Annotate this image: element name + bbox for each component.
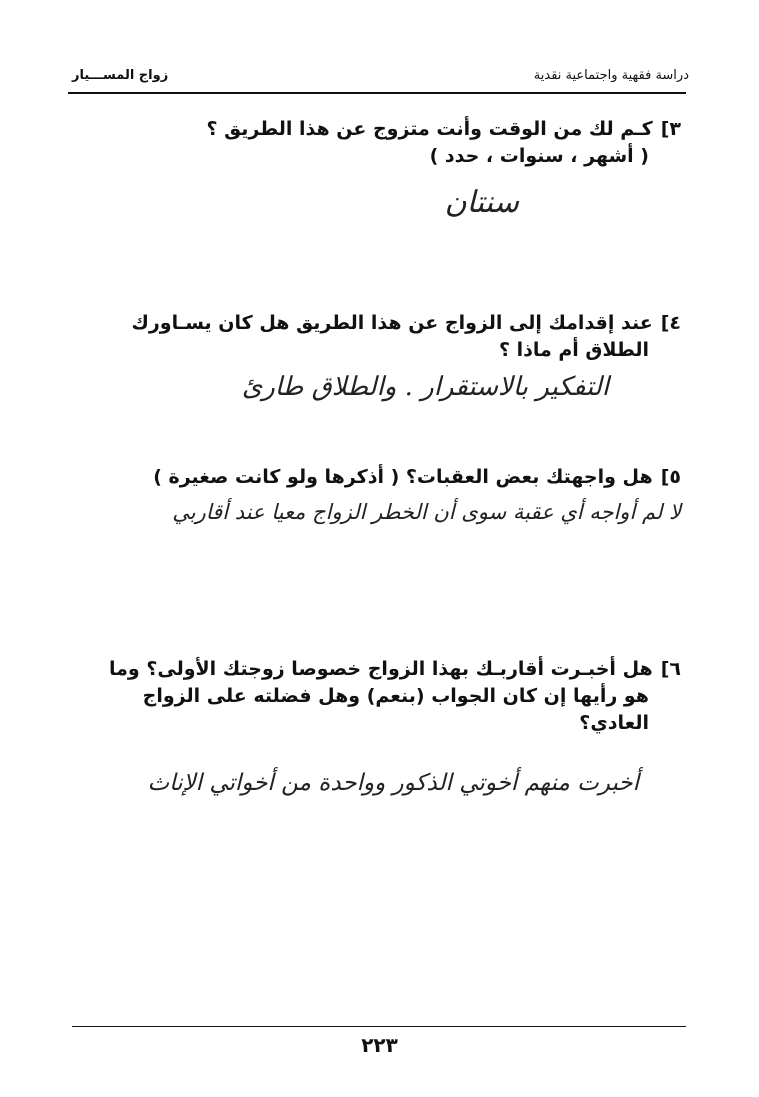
question-5-handwritten-answer: لا لم أواجه أي عقبة سوى أن الخطر الزواج معيا عند أقاربي bbox=[172, 500, 681, 524]
question-3-number: ٣] bbox=[660, 118, 681, 140]
question-4-handwritten-answer: التفكير بالاستقرار . والطلاق طارئ bbox=[241, 372, 609, 402]
question-6-number: ٦] bbox=[660, 658, 681, 680]
question-3-line-1: ٣]كـم لك من الوقت وأنت متزوج عن هذا الطريق ؟ bbox=[121, 116, 681, 143]
question-6-line-1: ٦]هل أخبـرت أقاربـك بهذا الزواج خصوصا زوجتك الأولى؟ وما bbox=[91, 656, 681, 683]
question-3 bbox=[121, 116, 681, 170]
question-6 bbox=[91, 656, 681, 737]
question-5-line-1: ٥]هل واجهتك بعض العقبات؟ ( أذكرها ولو كانت صغيرة ) bbox=[121, 464, 681, 491]
question-5-number: ٥] bbox=[660, 466, 681, 488]
header-divider bbox=[68, 92, 686, 94]
question-4-number: ٤] bbox=[660, 312, 681, 334]
book-subtitle: دراسة فقهية واجتماعية نقدية bbox=[533, 68, 689, 83]
book-title: زواج المســـيار bbox=[72, 68, 169, 83]
question-3-handwritten-answer: سنتان bbox=[444, 185, 519, 220]
question-6-handwritten-answer: أخبرت منهم أخوتي الذكور وواحدة من أخواتي الإناث bbox=[147, 770, 639, 796]
question-4-line-1: ٤]عند إقدامك إلى الزواج عن هذا الطريق هل كان يسـاورك bbox=[121, 310, 681, 337]
footer-divider bbox=[72, 1026, 686, 1027]
question-6-line-2: هو رأيها إن كان الجواب (بنعم) وهل فضلته على الزواج العادي؟ bbox=[142, 685, 649, 734]
page-number: ٢٢٣ bbox=[361, 1033, 398, 1057]
question-3-line-2: ( أشهر ، سنوات ، حدد ) bbox=[429, 145, 649, 167]
question-5 bbox=[121, 464, 681, 491]
question-4 bbox=[121, 310, 681, 364]
question-4-line-2: الطلاق أم ماذا ؟ bbox=[498, 339, 649, 361]
